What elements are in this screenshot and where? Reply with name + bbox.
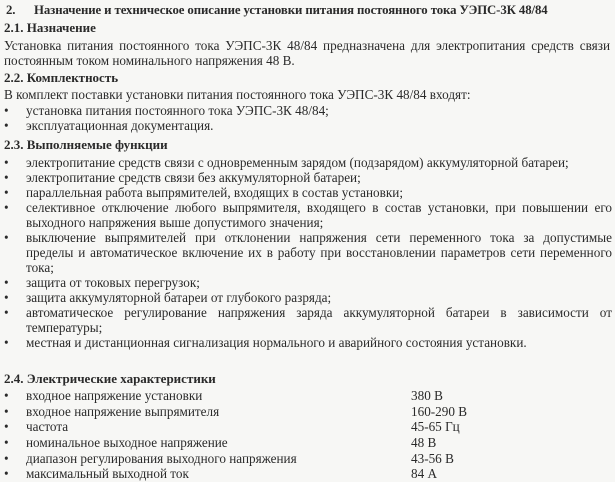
bullet-icon: • [4,118,9,133]
table-row [0,388,612,404]
spec-value: 160-290 В [411,403,468,419]
list-item: • выключение выпрямителей при отклонении напряжения сети переменного тока за допустимые пределы и автоматическое включение их в работу при восстановлении параметров сети переменного тока; [4,230,612,275]
heading-electrical: 2.4. Электрические характеристики [4,371,216,386]
bullet-icon: • [4,230,9,245]
spec-label: частота [26,419,69,435]
spec-label: диапазон регулирования выходного напряжения [26,450,297,466]
table-row [0,404,612,420]
electrical-spec-table [0,388,612,482]
spec-label: максимальный выходной ток [26,466,189,482]
bullet-icon: • [4,388,9,403]
bullet-icon: • [4,275,9,290]
table-row [0,419,612,435]
table-row [0,451,612,467]
table-row [0,435,612,451]
bullet-icon: • [4,103,9,118]
bullet-icon: • [4,435,9,451]
list-item: • защита от токовых перегрузок; [4,275,200,290]
bullet-icon: • [4,170,9,185]
list-item: • электропитание средств связи с одновременным зарядом (подзарядом) аккумуляторной батареи; [4,155,569,170]
title-number: 2. [6,3,16,17]
spec-label: входное напряжение установки [26,388,203,403]
completeness-intro: В комплект поставки установки питания постоянного тока УЭПС-3К 48/84 входят: [4,87,471,102]
spec-value: 43-56 В [411,450,454,466]
bullet-icon: • [4,155,9,170]
list-item: • установка питания постоянного тока УЭПС-3К 48/84; [4,103,329,118]
purpose-paragraph: Установка питания постоянного тока УЭПС-3К 48/84 предназначена для электропитания средств связи постоянным током номинального напряжения 48 В. [4,38,610,68]
document-title [6,3,548,18]
bullet-icon: • [4,185,9,200]
bullet-icon: • [4,450,9,466]
list-item: • эксплуатационная документация. [4,118,214,133]
bullet-icon: • [4,335,9,350]
completeness-list [0,103,612,133]
spec-label: входное напряжение выпрямителя [26,403,220,419]
list-item: • селективное отключение любого выпрямителя, входящего в состав установки, при повышении его выходного напряжения выше допустимого значения; [4,200,612,230]
list-item: • местная и дистанционная сигнализация нормального и аварийного состояния установки. [4,335,527,350]
heading-completeness: 2.2. Комплектность [4,70,119,85]
list-item: • параллельная работа выпрямителей, входящих в состав установки; [4,185,404,200]
title-text: Назначение и техническое описание установки питания постоянного тока УЭПС-3К 48/84 [34,3,548,17]
bullet-icon: • [4,419,9,435]
spec-value: 84 А [411,466,438,482]
functions-list [0,155,612,350]
spec-value: 380 В [411,388,443,403]
list-item: • автоматическое регулирование напряжения заряда аккумуляторной батареи в зависимости от температуры; [4,305,612,335]
bullet-icon: • [4,403,9,419]
bullet-icon: • [4,305,9,320]
table-row [0,466,612,482]
list-item: • электропитание средств связи без аккумуляторной батареи; [4,170,361,185]
spec-value: 48 В [411,435,437,451]
spec-label: номинальное выходное напряжение [26,435,228,451]
heading-purpose: 2.1. Назначение [4,20,96,35]
bullet-icon: • [4,466,9,482]
list-item: • защита аккумуляторной батареи от глубокого разряда; [4,290,332,305]
heading-functions: 2.3. Выполняемые функции [4,137,168,152]
bullet-icon: • [4,200,9,215]
bullet-icon: • [4,290,9,305]
spec-value: 45-65 Гц [411,419,460,435]
